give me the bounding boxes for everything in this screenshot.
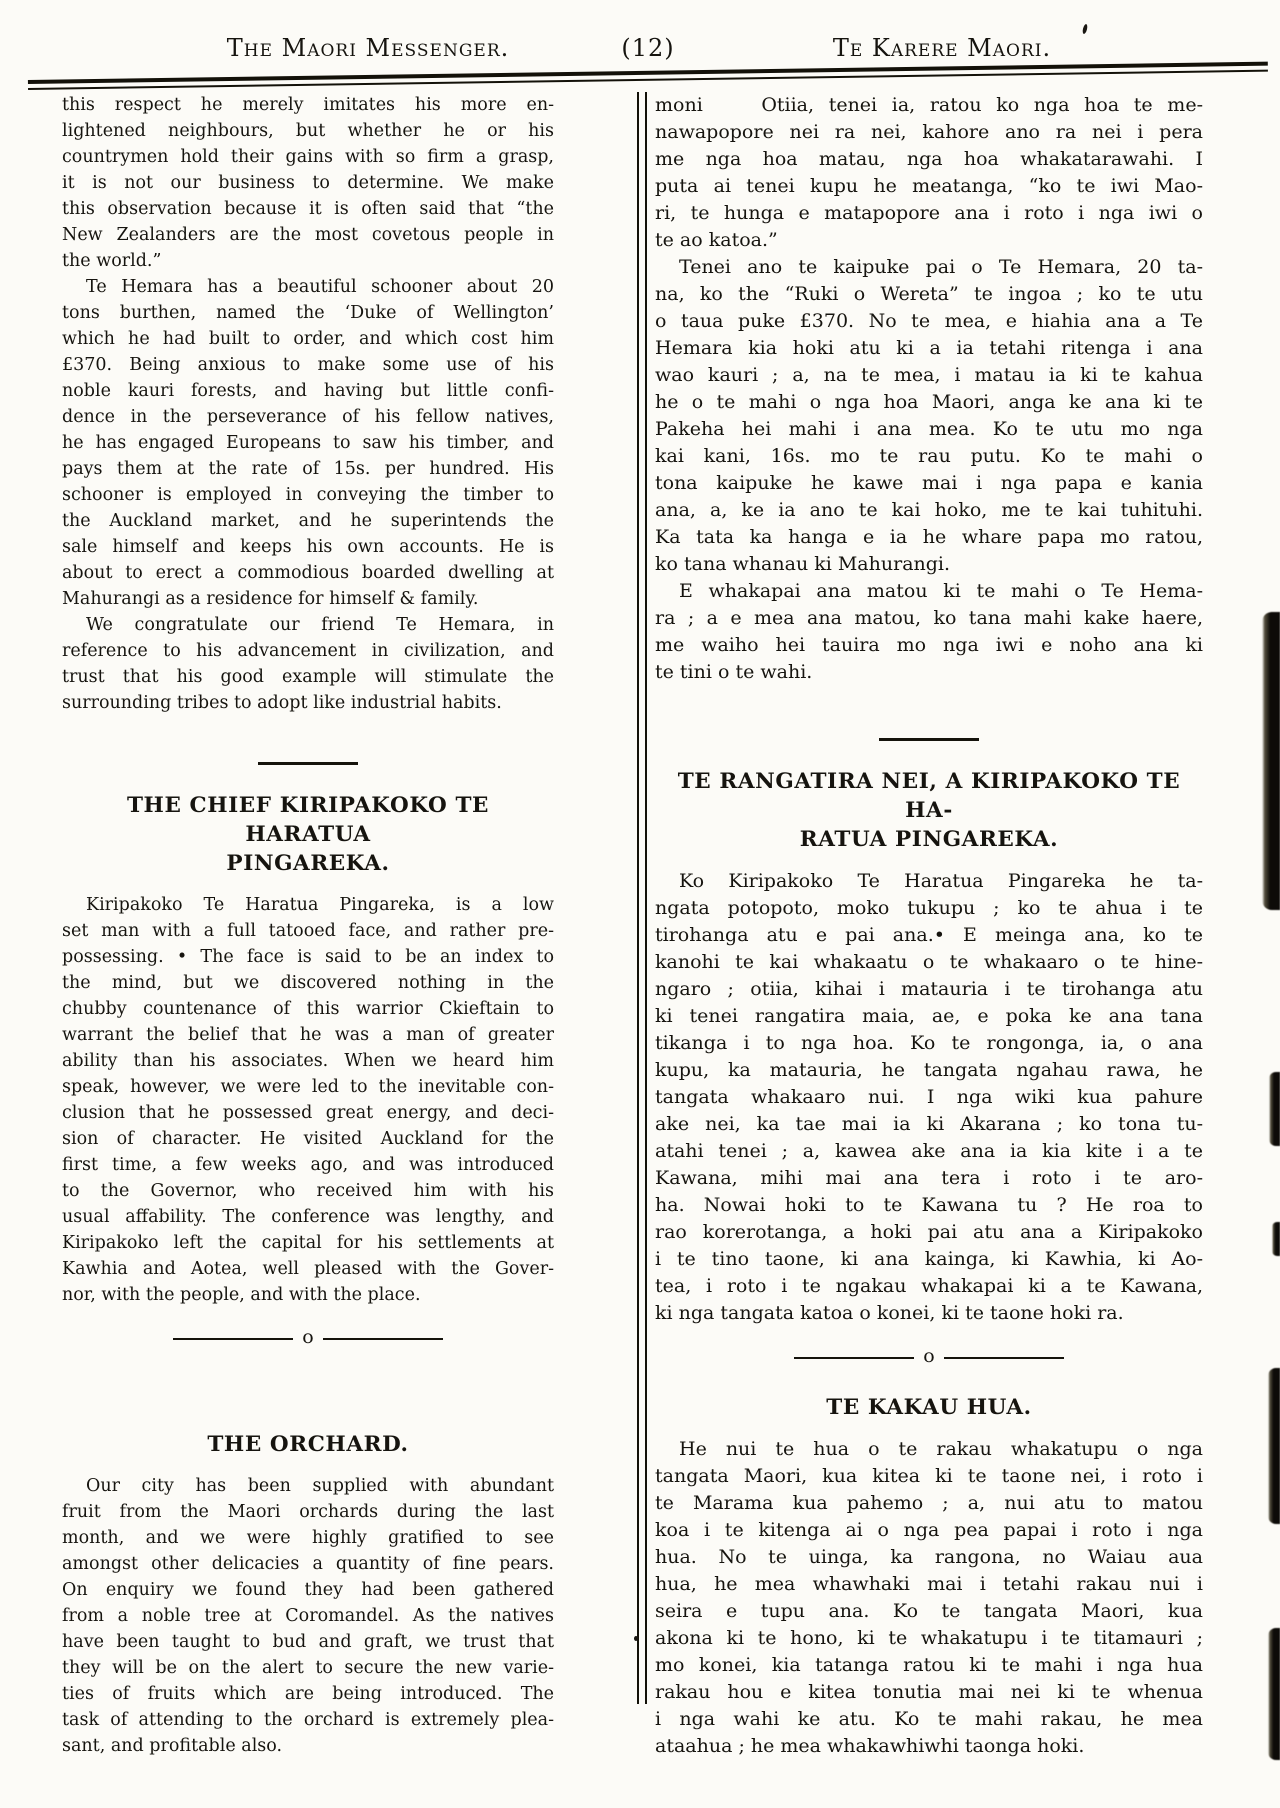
- text-line: New Zealanders are the most covetous people in: [62, 225, 554, 245]
- text-line: warrant the belief that he was a man of greater: [62, 1025, 554, 1045]
- text-line: nor, with the people, and with the place.: [62, 1285, 421, 1305]
- heading-line: TE RANGATIRA NEI, A KIRIPAKOKO TE HA-: [677, 769, 1181, 823]
- text-line: te Marama kua pahemo ; a, nui atu to matou: [655, 1492, 1203, 1514]
- ink-speck: [634, 1636, 638, 1641]
- text-line: pays them at the rate of 15s. per hundred. His: [62, 459, 554, 479]
- text-line: te ao katoa.”: [655, 229, 778, 251]
- text-line: sale himself and keeps his own accounts. He is: [62, 537, 554, 557]
- text-line: first time, a few weeks ago, and was introduced: [62, 1155, 554, 1175]
- text-line: he o te mahi o nga hoa Maori, anga ke ana ki te: [655, 391, 1203, 413]
- text-line: fruit from the Maori orchards during the last: [62, 1502, 554, 1522]
- text-line: tikanga i to nga hoa. Ko te rongonga, ia, o ana: [655, 1032, 1203, 1054]
- text-line: koa i te kitenga ai o nga pea papai i roto i nga: [655, 1519, 1203, 1541]
- text-line: about to erect a commodious boarded dwelling at: [62, 563, 554, 583]
- text-line: rao korerotanga, a hoki pai atu ana a Kiripakoko: [655, 1221, 1203, 1243]
- text-line: i nga wahi ke atu. Ko te mahi rakau, he mea: [655, 1708, 1203, 1730]
- text-line: the mind, but we discovered nothing in the: [62, 973, 554, 993]
- divider-bar: [323, 1338, 443, 1341]
- heading-line: THE CHIEF KIRIPAKOKO TE HARATUA: [126, 793, 490, 847]
- text-line: mo konei, kia tatanga ratou ki te mahi i nga hua: [655, 1654, 1203, 1676]
- text-line: set man with a full tatooed face, and rather pre-: [62, 921, 554, 941]
- scan-binding-artifact: [1262, 612, 1280, 910]
- text-line: tons burthen, named the ‘Duke of Wellington’: [62, 303, 554, 323]
- text-line: which he had built to order, and which cost him: [62, 329, 554, 349]
- text-line: Tenei ano te kaipuke pai o Te Hemara, 20 ta-: [679, 256, 1203, 278]
- header-left-title: The Maori Messenger.: [226, 34, 510, 62]
- text-line: this respect he merely imitates his more en-: [62, 95, 554, 115]
- text-line: dence in the perseverance of his fellow natives,: [62, 407, 554, 427]
- text-line: possessing. • The face is said to be an index to: [62, 947, 554, 967]
- text-line: trust that his good example will stimulate the: [62, 667, 554, 687]
- heading-line: TE KAKAU HUA.: [826, 1395, 1032, 1420]
- article-heading: [62, 1430, 554, 1459]
- text-line: Our city has been supplied with abundant: [86, 1476, 554, 1496]
- text-line: kai kani, 16s. mo te rau putu. Ko te mahi o: [655, 445, 1203, 467]
- text-line: me waiho hei tauira mo nga iwi e noho ana ki: [655, 634, 1203, 656]
- text-line: Mahurangi as a residence for himself & family.: [62, 589, 479, 609]
- text-line: reference to his advancement in civilization, and: [62, 641, 554, 661]
- text-line: tea, i roto i te ngakau whakapai ki a te Kawana,: [655, 1275, 1203, 1297]
- text-line: te tini o te wahi.: [655, 661, 813, 683]
- text-line: Ka tata ka hanga e ia he whare papa mo ratou,: [655, 526, 1203, 548]
- text-line: task of attending to the orchard is extremely plea-: [62, 1710, 554, 1730]
- text-line: atahi tenei ; a, kawea ake ana ia kia kite i a te: [655, 1140, 1203, 1162]
- text-line: Kawana, mihi mai ana tera i roto i te aro-: [655, 1167, 1203, 1189]
- text-line: ngaro ; otiia, kihai i matauria i te tirohanga atu: [655, 978, 1203, 1000]
- text-line: this observation because it is often said that “the: [62, 199, 554, 219]
- text-line: Ko Kiripakoko Te Haratua Pingareka he ta-: [679, 870, 1203, 892]
- text-line: moni Otiia, tenei ia, ratou ko nga hoa te me-: [655, 94, 1203, 116]
- text-line: speak, however, we were led to the inevitable con-: [62, 1077, 554, 1097]
- text-line: tangata whakaaro nui. I nga wiki kua pahure: [655, 1086, 1203, 1108]
- scan-binding-artifact: [1269, 1072, 1280, 1146]
- text-line: month, and we were highly gratified to see: [62, 1528, 554, 1548]
- text-line: i te tino taone, ki ana kainga, ki Kawhia, ki Ao-: [655, 1248, 1203, 1270]
- text-line: me nga hoa matau, nga hoa whakatarawahi. I: [655, 148, 1203, 170]
- divider-ornament: o: [923, 1345, 935, 1367]
- article-heading: [655, 1393, 1203, 1422]
- text-line: clusion that he possessed great energy, and deci-: [62, 1103, 554, 1123]
- text-line: ki nga tangata katoa o konei, ki te taone hoki ra.: [655, 1302, 1124, 1324]
- text-line: On enquiry we found they had been gathered: [62, 1580, 554, 1600]
- text-line: puta ai tenei kupu he meatanga, “ko te iwi Mao-: [655, 175, 1203, 197]
- text-line: He nui te hua o te rakau whakatupu o nga: [679, 1438, 1203, 1460]
- text-line: £370. Being anxious to make some use of his: [62, 355, 554, 375]
- heading-line: THE ORCHARD.: [207, 1432, 409, 1457]
- text-line: to the Governor, who received him with his: [62, 1181, 554, 1201]
- scan-binding-artifact: [1268, 1368, 1280, 1524]
- paragraph: [655, 254, 1203, 578]
- divider-bar: [173, 1338, 293, 1341]
- text-line: ri, te hunga e matapopore ana i roto i nga iwi o: [655, 202, 1203, 224]
- divider-bar: [794, 1357, 914, 1360]
- ornament-divider: [655, 1345, 1203, 1367]
- heading-line: RATUA PINGAREKA.: [799, 827, 1059, 852]
- text-line: have been taught to bud and graft, we trust that: [62, 1632, 554, 1652]
- text-line: Kiripakoko Te Haratua Pingareka, is a low: [86, 895, 554, 915]
- text-line: the Auckland market, and he superintends the: [62, 511, 554, 531]
- text-line: kanohi te kai whakaatu o te whakaaro o te hine-: [655, 951, 1203, 973]
- text-line: countrymen hold their gains with so firm a grasp,: [62, 147, 554, 167]
- section-rule-divider: [258, 762, 358, 765]
- scan-binding-artifact: [1268, 1628, 1280, 1760]
- text-line: Te Hemara has a beautiful schooner about 20: [86, 277, 554, 297]
- article-heading: [655, 767, 1203, 854]
- scan-binding-artifact: [1272, 1222, 1280, 1256]
- text-line: ake nei, ka tae mai ia ki Akarana ; ko tona tu-: [655, 1113, 1203, 1135]
- text-line: tona kaipuke he kawe mai i nga papa e kania: [655, 472, 1203, 494]
- text-line: lightened neighbours, but whether he or his: [62, 121, 554, 141]
- paragraph: [62, 612, 554, 716]
- maori-column: [655, 92, 1203, 1760]
- text-line: kupu, ka matauria, he tangata ngahau rawa, he: [655, 1059, 1203, 1081]
- text-line: hua, he mea whawhaki mai i tetahi rakau nui i: [655, 1573, 1203, 1595]
- text-line: ties of fruits which are being introduced. The: [62, 1684, 554, 1704]
- heading-line: PINGAREKA.: [226, 851, 390, 876]
- paragraph: [62, 1473, 554, 1759]
- text-line: o taua puke £370. No te mea, e hiahia ana a Te: [655, 310, 1203, 332]
- text-line: ngata potopoto, moko tukupu ; ko te ahua i te: [655, 897, 1203, 919]
- text-line: sant, and profitable also.: [62, 1736, 283, 1756]
- text-line: schooner is employed in conveying the timber to: [62, 485, 554, 505]
- paragraph: [62, 892, 554, 1308]
- text-line: ki tenei rangatira maia, ae, e poka ke ana tana: [655, 1005, 1203, 1027]
- text-line: rakau hou e kitea tonutia mai nei ki te whenua: [655, 1681, 1203, 1703]
- text-line: noble kauri forests, and having but little confi-: [62, 381, 554, 401]
- divider-ornament: o: [302, 1326, 314, 1348]
- text-line: tangata Maori, kua kitea ki te taone nei, i roto i: [655, 1465, 1203, 1487]
- divider-bar: [944, 1357, 1064, 1360]
- text-line: ko tana whanau ki Mahurangi.: [655, 553, 951, 575]
- text-line: sion of character. He visited Auckland for the: [62, 1129, 554, 1149]
- paragraph: [655, 92, 1203, 254]
- text-line: tirohanga atu e pai ana.• E meinga ana, ko te: [655, 924, 1203, 946]
- ornament-divider: [62, 1326, 554, 1348]
- text-line: seira e tupu ana. Ko te tangata Maori, kua: [655, 1600, 1203, 1622]
- text-line: nawapopore nei ra nei, kahore ano ra nei i pera: [655, 121, 1203, 143]
- text-line: amongst other delicacies a quantity of fine pears.: [62, 1554, 554, 1574]
- page-number: (12): [621, 34, 675, 62]
- text-line: they will be on the alert to secure the new varie-: [62, 1658, 554, 1678]
- text-line: Kiripakoko left the capital for his settlements at: [62, 1233, 554, 1253]
- text-line: We congratulate our friend Te Hemara, in: [86, 615, 554, 635]
- english-column: [62, 92, 554, 1759]
- text-line: it is not our business to determine. We make: [62, 173, 554, 193]
- header-right-title: Te Karere Maori.: [832, 34, 1052, 62]
- text-line: ability than his associates. When we heard him: [62, 1051, 554, 1071]
- paragraph: [62, 92, 554, 274]
- text-line: Hemara kia hoki atu ki a ia tetahi ritenga i ana: [655, 337, 1203, 359]
- text-line: hua. No te uinga, ka rangona, no Waiau aua: [655, 1546, 1203, 1568]
- text-line: the world.”: [62, 251, 162, 271]
- column-divider-rule: [637, 92, 647, 1704]
- text-line: ra ; a e mea ana matou, ko tana mahi kake haere,: [655, 607, 1203, 629]
- section-rule-divider: [879, 738, 979, 741]
- article-heading: [62, 791, 554, 878]
- text-line: from a noble tree at Coromandel. As the natives: [62, 1606, 554, 1626]
- paragraph: [655, 1436, 1203, 1760]
- paragraph: [655, 578, 1203, 686]
- text-line: wao kauri ; a, na te mea, i matau ia ki te kahua: [655, 364, 1203, 386]
- text-line: surrounding tribes to adopt like industrial habits.: [62, 693, 502, 713]
- text-line: Pakeha hei mahi i ana mea. Ko te utu mo nga: [655, 418, 1203, 440]
- text-line: ataahua ; he mea whakawhiwhi taonga hoki.: [655, 1735, 1085, 1757]
- paragraph: [62, 274, 554, 612]
- text-line: ha. Nowai hoki to te Kawana tu ? He roa to: [655, 1194, 1203, 1216]
- text-line: E whakapai ana matou ki te mahi o Te Hema-: [679, 580, 1203, 602]
- text-line: Kawhia and Aotea, well pleased with the Gover-: [62, 1259, 554, 1279]
- text-line: chubby countenance of this warrior Ckieftain to: [62, 999, 554, 1019]
- text-line: na, ko the “Ruki o Wereta” te ingoa ; ko te utu: [655, 283, 1203, 305]
- text-line: usual affability. The conference was lengthy, and: [62, 1207, 554, 1227]
- page-columns: [0, 92, 1280, 1760]
- text-line: akona ki te hono, ki te whakatupu i te titamauri ;: [655, 1627, 1203, 1649]
- text-line: he has engaged Europeans to saw his timber, and: [62, 433, 554, 453]
- text-line: ana, a, ke ia ano te kai hoko, me te kai tuhituhi.: [655, 499, 1203, 521]
- paragraph: [655, 868, 1203, 1327]
